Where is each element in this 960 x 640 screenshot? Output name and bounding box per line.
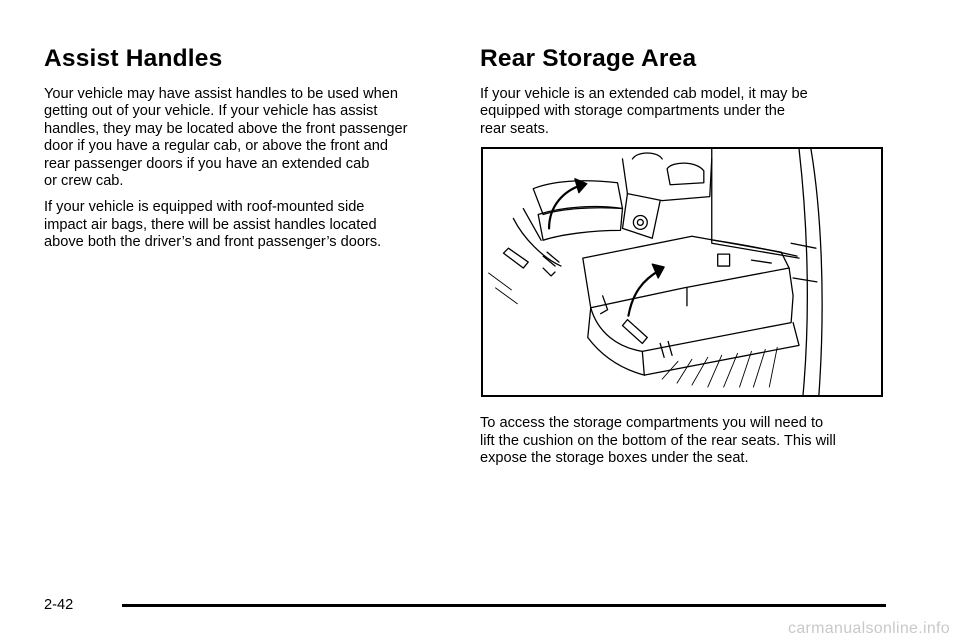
rear-storage-intro: If your vehicle is an extended cab model, it may be equipped with storage compartments under the rear seats.	[480, 86, 808, 137]
page-number: 2-42	[44, 597, 74, 613]
rear-seat-drawing	[483, 149, 881, 395]
assist-handles-heading: Assist Handles	[44, 45, 223, 72]
footer-rule	[122, 604, 886, 607]
rear-storage-section	[480, 44, 880, 476]
page-footer	[44, 595, 886, 619]
rear-seat-illustration	[481, 147, 883, 397]
rear-storage-instructions: To access the storage compartments you will need to lift the cushion on the bottom of the rear seats. This will expose the storage boxes under the seat.	[480, 415, 836, 467]
assist-handles-section	[44, 44, 444, 261]
assist-handles-paragraph-1: Your vehicle may have assist handles to be used when getting out of your vehicle. If your vehicle has assist handles, they may be located above the front passenger door if you have a regular cab, or above the front and rear passenger doors if you have an extended cab or crew cab.	[44, 86, 408, 190]
watermark: carmanualsonline.info	[788, 620, 950, 637]
assist-handles-paragraph-2: If your vehicle is equipped with roof-mounted side impact air bags, there will be assist handles located above both the driver’s and front passenger’s doors.	[44, 199, 382, 251]
rear-storage-heading: Rear Storage Area	[480, 45, 697, 72]
